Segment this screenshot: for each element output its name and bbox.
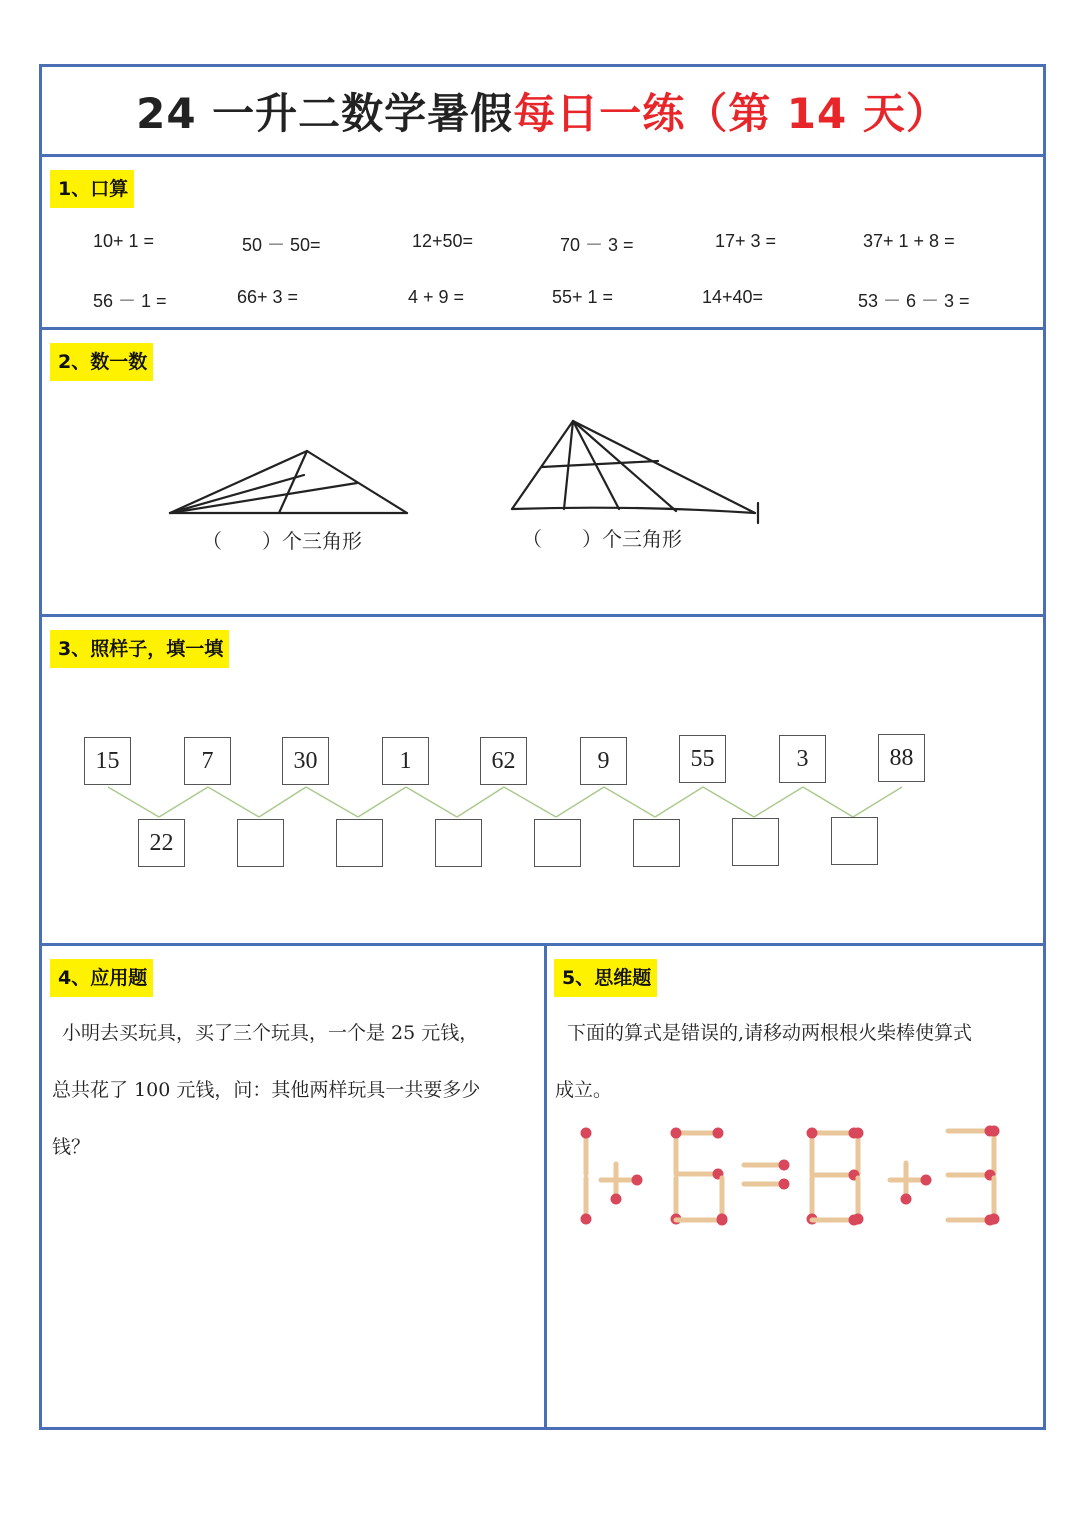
matchstick [948, 1170, 996, 1181]
title-black: 24 一升二数学暑假 [136, 89, 514, 138]
matchstick [948, 1126, 996, 1137]
matchstick [581, 1178, 592, 1225]
matchstick [581, 1128, 592, 1175]
matchstick [812, 1215, 860, 1226]
number-box-top: 9 [580, 737, 627, 785]
calc-item: 66+ 3 = [237, 287, 299, 307]
number-box-top: 3 [779, 735, 826, 783]
matchstick [676, 1215, 728, 1226]
matchstick [611, 1164, 622, 1205]
matchstick [989, 1126, 1000, 1174]
matchstick-equation [42, 67, 1042, 1267]
triangle-count-caption-1: （ ）个三角形 [202, 529, 362, 553]
calc-item: 14+40= [702, 287, 764, 307]
matchstick [676, 1169, 724, 1180]
section-5-label: 5、思维题 [554, 959, 657, 997]
calc-item: 50 － 50= [242, 235, 321, 255]
number-box-top: 30 [282, 737, 329, 785]
calc-item: 37+ 1 + 8 = [863, 231, 955, 251]
matchstick [890, 1175, 932, 1186]
number-box-top: 1 [382, 737, 429, 785]
matchstick [671, 1128, 682, 1175]
section-3-label: 3、照样子，填一填 [50, 630, 229, 668]
number-box-top: 7 [184, 737, 231, 785]
calc-item: 10+ 1 = [93, 231, 155, 251]
matchstick [744, 1160, 790, 1171]
section-2-label: 2、数一数 [50, 343, 153, 381]
calc-item: 55+ 1 = [552, 287, 614, 307]
thinking-problem-line: 下面的算式是错误的,请移动两根根火柴棒使算式 [567, 1022, 973, 1044]
section-1-label: 1、口算 [50, 170, 134, 208]
matchstick [812, 1128, 860, 1139]
number-box-top: 15 [84, 737, 131, 785]
section-4-label: 4、应用题 [50, 959, 153, 997]
calc-item: 12+50= [412, 231, 474, 251]
matchstick [853, 1128, 864, 1175]
number-box-top: 55 [679, 735, 726, 783]
triangle-count-caption-2: （ ）个三角形 [522, 527, 682, 551]
calc-item: 17+ 3 = [715, 231, 777, 251]
thinking-problem-line: 成立。 [555, 1079, 613, 1101]
title-red: 每日一练（第 14 天） [513, 89, 949, 138]
word-problem-line: 小明去买玩具，买了三个玩具，一个是 25 元钱， [62, 1022, 479, 1044]
matchstick [676, 1128, 724, 1139]
calc-item: 4 + 9 = [408, 287, 465, 307]
matchstick [901, 1163, 912, 1205]
worksheet [39, 64, 1046, 1430]
matchstick [948, 1215, 996, 1226]
matchstick [601, 1175, 643, 1186]
matchstick [744, 1179, 790, 1190]
calc-item: 53 － 6 － 3 = [858, 291, 970, 311]
number-box-bottom: 22 [138, 819, 185, 867]
word-problem-line: 钱？ [52, 1136, 91, 1158]
matchstick [812, 1170, 860, 1181]
number-box-top: 88 [878, 734, 925, 782]
word-problem-line: 总共花了 100 元钱，问：其他两样玩具一共要多少 [52, 1079, 481, 1101]
calc-item: 70 － 3 = [560, 235, 634, 255]
matchstick [807, 1128, 818, 1175]
calc-item: 56 － 1 = [93, 291, 167, 311]
number-box-top: 62 [480, 737, 527, 785]
